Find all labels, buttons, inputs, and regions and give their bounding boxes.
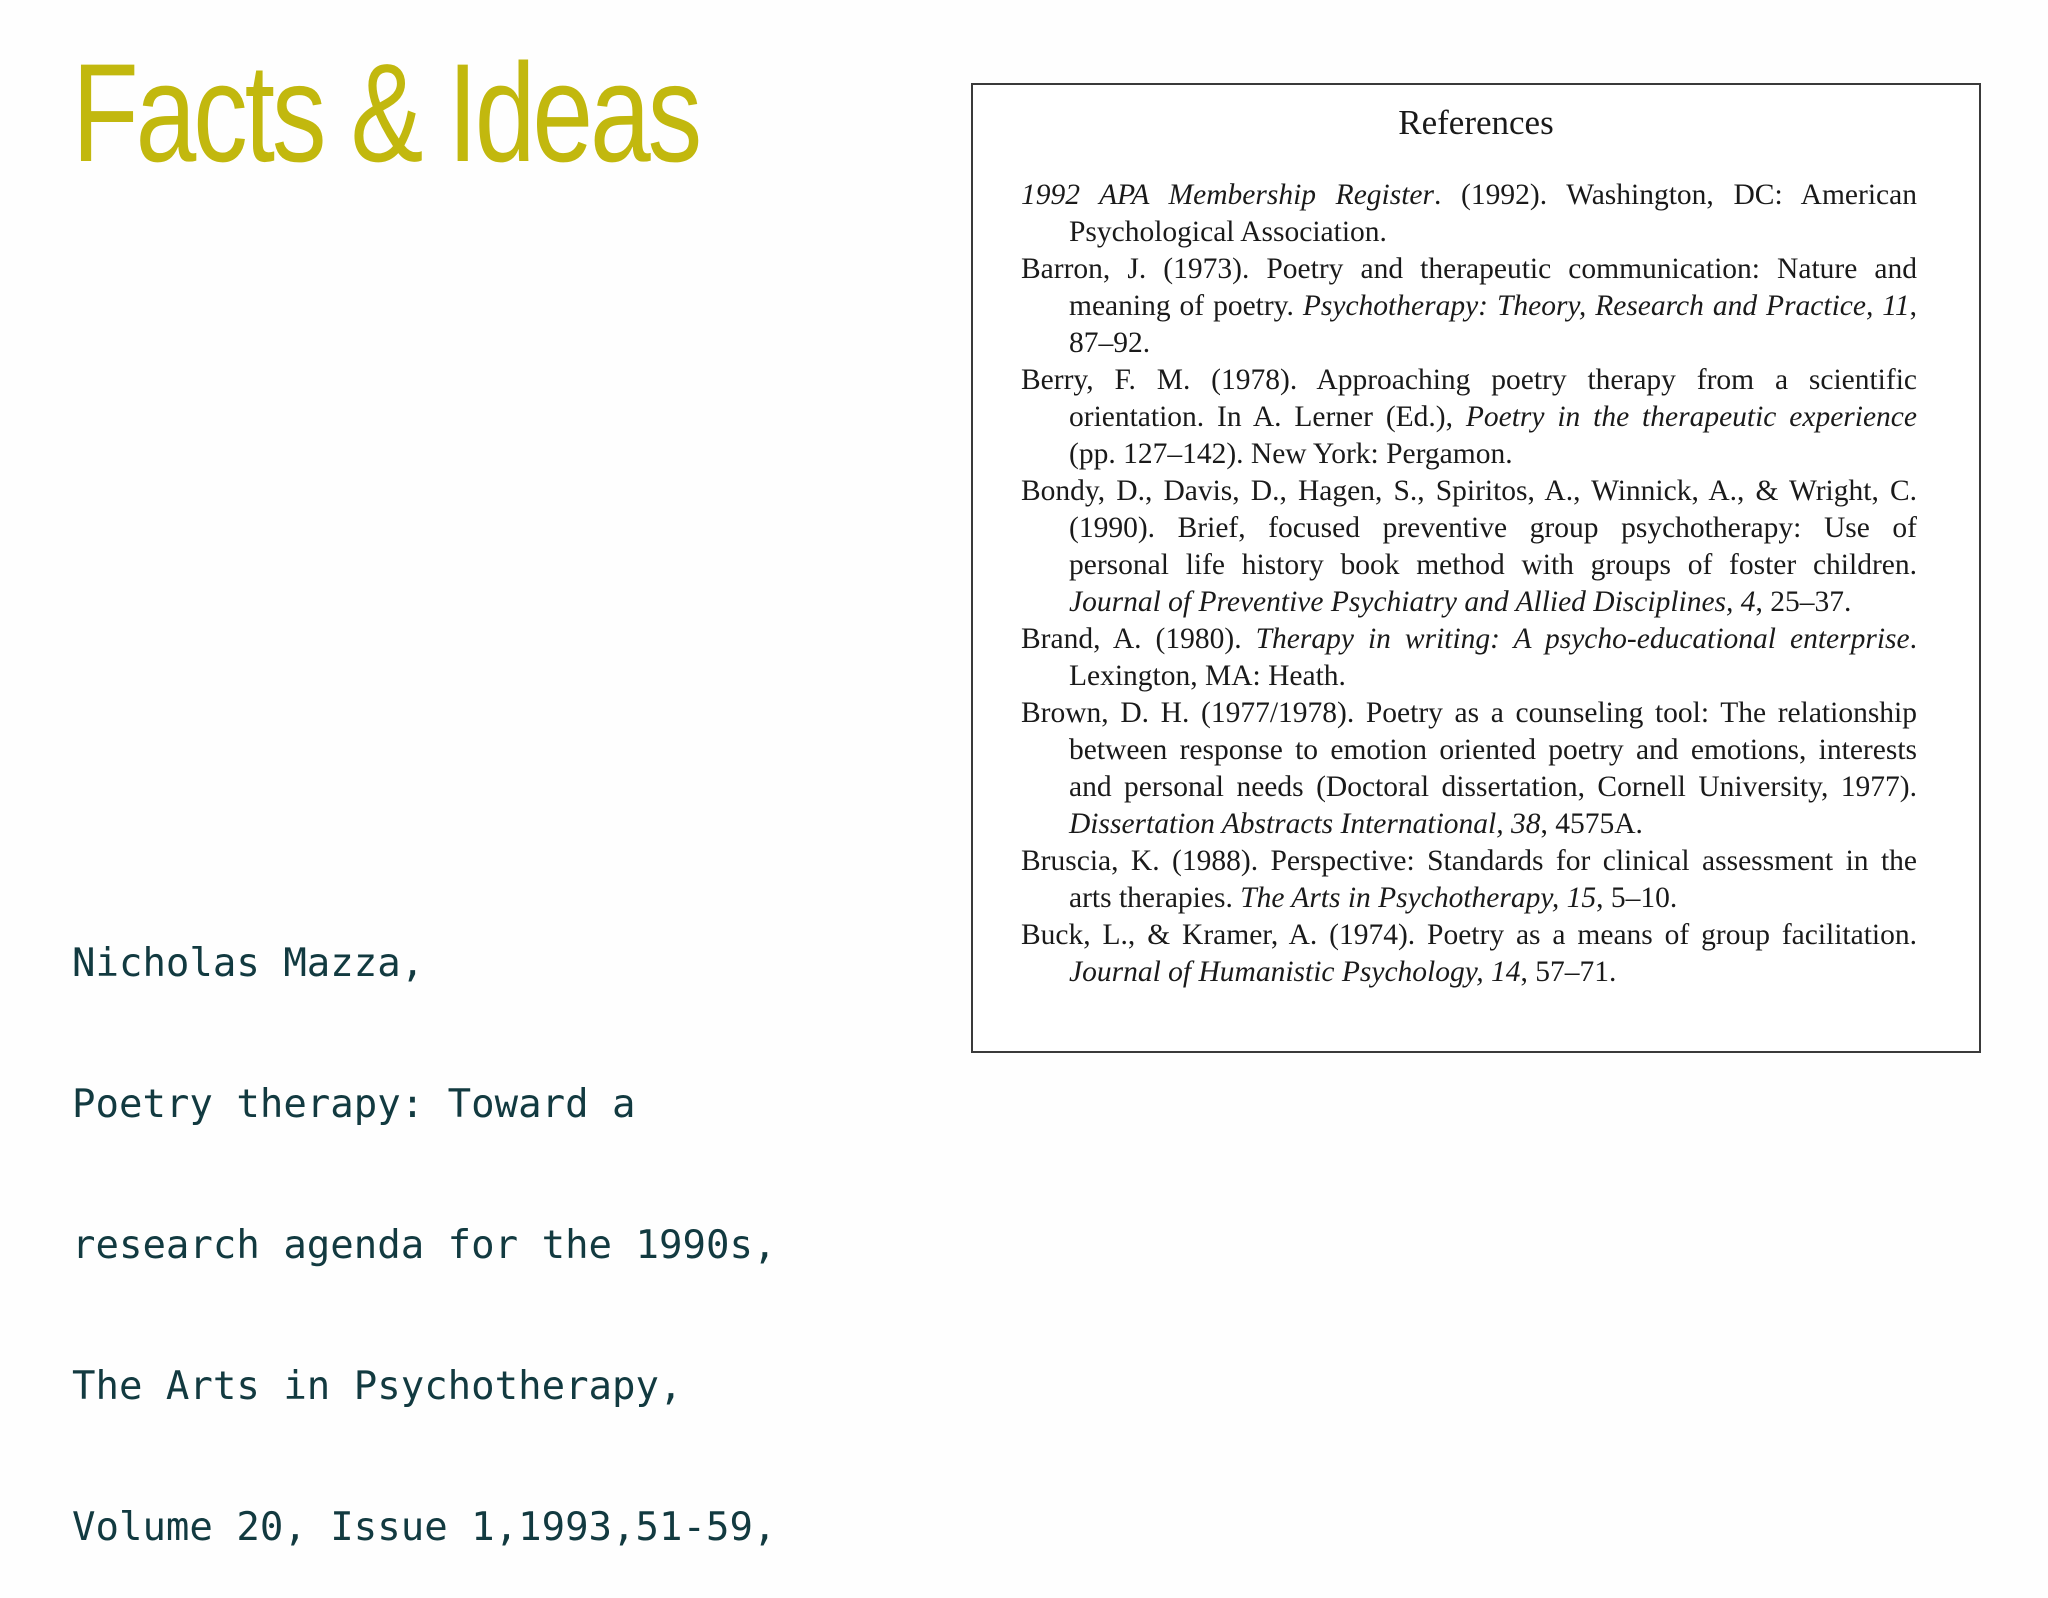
reference-text: . (1992). Washington, DC: American Psychological Association. xyxy=(1069,179,1917,248)
reference-italic-text: Psychotherapy: Theory, Research and Practice, 11 xyxy=(1302,290,1910,322)
reference-text: , 87–92. xyxy=(1069,290,1917,359)
reference-text: Brand, A. (1980). xyxy=(1021,623,1256,655)
references-heading: References xyxy=(1398,103,1554,142)
reference-entry xyxy=(1021,177,1917,251)
reference-text: Bruscia, K. (1988). Perspective: Standards for clinical assessment in the arts therapies. xyxy=(1021,845,1917,914)
reference-text: Berry, F. M. (1978). Approaching poetry therapy from a scientific orientation. In A. Lerner (Ed.), xyxy=(1021,364,1917,433)
citation-author: Nicholas Mazza, xyxy=(72,941,425,986)
reference-entry xyxy=(1021,621,1917,695)
reference-text: Brown, D. H. (1977/1978). Poetry as a counseling tool: The relationship between response to emotion oriented poetry and emotions, interests and personal needs (Doctoral dissertation, Cornell University, 1977). xyxy=(1021,697,1917,803)
reference-entry xyxy=(1021,362,1917,473)
reference-italic-text: Journal of Humanistic Psychology, 14 xyxy=(1069,956,1521,988)
reference-text: , 5–10. xyxy=(1596,882,1678,914)
citation-article-title-line-2: research agenda for the 1990s, xyxy=(72,1223,777,1268)
reference-text: Bondy, D., Davis, D., Hagen, S., Spiritos, A., Winnick, A., & Wright, C. (1990). Brief, focused preventive group psychotherapy: Use of personal life history book method with groups of foster children. xyxy=(1021,475,1917,581)
reference-italic-text: Therapy in writing: A psycho-educational enterprise xyxy=(1255,623,1910,655)
reference-text: Barron, J. (1973). Poetry and therapeutic communication: Nature and meaning of poetry. xyxy=(1021,253,1917,322)
reference-text: Buck, L., & Kramer, A. (1974). Poetry as a means of group facilitation. xyxy=(1021,919,1917,951)
reference-text: , 57–71. xyxy=(1520,956,1617,988)
reference-entry xyxy=(1021,917,1917,991)
citation-volume-pages: Volume 20, Issue 1,1993,51-59, xyxy=(72,1505,777,1550)
source-citation xyxy=(72,846,776,1598)
reference-text: , 4575A. xyxy=(1540,808,1643,840)
reference-entry xyxy=(1021,695,1917,843)
reference-entry xyxy=(1021,843,1917,917)
citation-article-title-line-1: Poetry therapy: Toward a xyxy=(72,1082,636,1127)
reference-italic-text: Dissertation Abstracts International, 38 xyxy=(1069,808,1541,840)
reference-italic-text: Journal of Preventive Psychiatry and Allied Disciplines, 4 xyxy=(1069,586,1756,618)
reference-entry xyxy=(1021,473,1917,621)
reference-text: (pp. 127–142). New York: Pergamon. xyxy=(1069,438,1513,470)
slide-title: Facts & Ideas xyxy=(72,34,700,191)
references-list xyxy=(1021,177,1917,991)
citation-journal: The Arts in Psychotherapy, xyxy=(72,1364,683,1409)
reference-italic-text: Poetry in the therapeutic experience xyxy=(1465,401,1917,433)
references-scan-image xyxy=(971,83,1981,1053)
reference-entry xyxy=(1021,251,1917,362)
reference-italic-text: The Arts in Psychotherapy, 15 xyxy=(1240,882,1597,914)
reference-italic-text: 1992 APA Membership Register xyxy=(1021,179,1434,211)
reference-text: , 25–37. xyxy=(1755,586,1852,618)
reference-text: . Lexington, MA: Heath. xyxy=(1069,623,1918,692)
